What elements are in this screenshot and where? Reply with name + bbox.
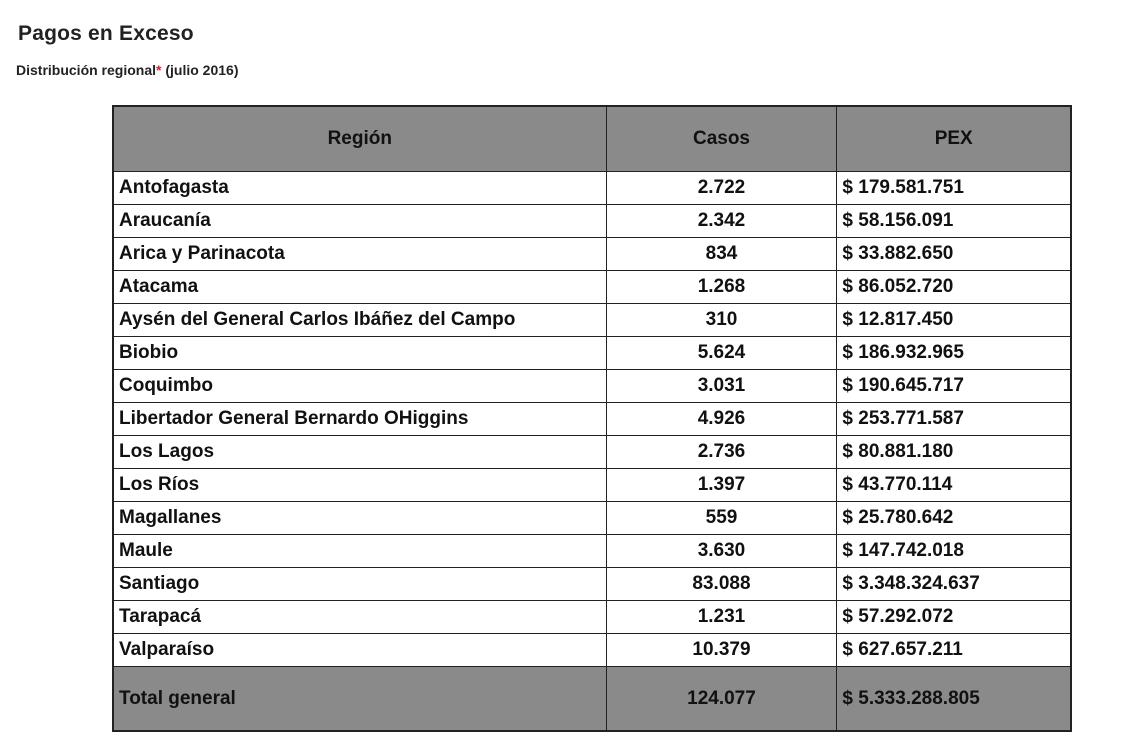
cell-pex: $ 33.882.650 xyxy=(837,238,1071,271)
total-pex: $ 5.333.288.805 xyxy=(837,667,1071,732)
cell-region: Araucanía xyxy=(113,205,606,238)
cell-region: Aysén del General Carlos Ibáñez del Campo xyxy=(113,304,606,337)
cell-region: Maule xyxy=(113,535,606,568)
cell-casos: 10.379 xyxy=(606,634,837,667)
table-body xyxy=(113,172,1071,667)
table-row xyxy=(113,172,1071,205)
cell-region: Atacama xyxy=(113,271,606,304)
table-row xyxy=(113,337,1071,370)
cell-region: Tarapacá xyxy=(113,601,606,634)
cell-casos: 2.722 xyxy=(606,172,837,205)
cell-casos: 5.624 xyxy=(606,337,837,370)
cell-casos: 310 xyxy=(606,304,837,337)
table-row xyxy=(113,304,1071,337)
table-row xyxy=(113,205,1071,238)
cell-casos: 559 xyxy=(606,502,837,535)
cell-casos: 3.031 xyxy=(606,370,837,403)
table-row xyxy=(113,271,1071,304)
cell-casos: 83.088 xyxy=(606,568,837,601)
table-row xyxy=(113,238,1071,271)
total-casos: 124.077 xyxy=(606,667,837,732)
column-header-pex: PEX xyxy=(837,106,1071,172)
table-header xyxy=(113,106,1071,172)
data-table xyxy=(112,105,1072,732)
cell-casos: 834 xyxy=(606,238,837,271)
cell-region: Santiago xyxy=(113,568,606,601)
table-row xyxy=(113,502,1071,535)
cell-pex: $ 58.156.091 xyxy=(837,205,1071,238)
cell-region: Antofagasta xyxy=(113,172,606,205)
cell-region: Los Lagos xyxy=(113,436,606,469)
cell-casos: 2.736 xyxy=(606,436,837,469)
cell-region: Biobio xyxy=(113,337,606,370)
subtitle-asterisk: * xyxy=(156,62,162,78)
cell-casos: 1.268 xyxy=(606,271,837,304)
cell-pex: $ 80.881.180 xyxy=(837,436,1071,469)
total-row xyxy=(113,667,1071,732)
cell-casos: 2.342 xyxy=(606,205,837,238)
cell-casos: 1.397 xyxy=(606,469,837,502)
cell-region: Magallanes xyxy=(113,502,606,535)
cell-pex: $ 86.052.720 xyxy=(837,271,1071,304)
cell-region: Valparaíso xyxy=(113,634,606,667)
table-row xyxy=(113,403,1071,436)
cell-pex: $ 627.657.211 xyxy=(837,634,1071,667)
subtitle-main: Distribución regional xyxy=(16,62,157,78)
total-label: Total general xyxy=(113,667,606,732)
cell-pex: $ 12.817.450 xyxy=(837,304,1071,337)
table-row xyxy=(113,634,1071,667)
cell-pex: $ 253.771.587 xyxy=(837,403,1071,436)
table-footer xyxy=(113,667,1071,732)
cell-pex: $ 190.645.717 xyxy=(837,370,1071,403)
cell-region: Libertador General Bernardo OHiggins xyxy=(113,403,606,436)
page-title: Pagos en Exceso xyxy=(18,22,194,45)
cell-pex: $ 57.292.072 xyxy=(837,601,1071,634)
table-row xyxy=(113,469,1071,502)
cell-casos: 3.630 xyxy=(606,535,837,568)
cell-pex: $ 43.770.114 xyxy=(837,469,1071,502)
cell-region: Arica y Parinacota xyxy=(113,238,606,271)
cell-region: Coquimbo xyxy=(113,370,606,403)
column-header-region: Región xyxy=(113,106,606,172)
table-row xyxy=(113,436,1071,469)
header-row xyxy=(113,106,1071,172)
table-row xyxy=(113,535,1071,568)
subtitle-period: (julio 2016) xyxy=(161,62,239,78)
cell-pex: $ 186.932.965 xyxy=(837,337,1071,370)
table-row xyxy=(113,370,1071,403)
table-row xyxy=(113,568,1071,601)
cell-pex: $ 3.348.324.637 xyxy=(837,568,1071,601)
column-header-casos: Casos xyxy=(606,106,837,172)
page-subtitle xyxy=(16,62,239,78)
cell-pex: $ 147.742.018 xyxy=(837,535,1071,568)
cell-pex: $ 25.780.642 xyxy=(837,502,1071,535)
cell-casos: 1.231 xyxy=(606,601,837,634)
table-row xyxy=(113,601,1071,634)
cell-region: Los Ríos xyxy=(113,469,606,502)
cell-pex: $ 179.581.751 xyxy=(837,172,1071,205)
cell-casos: 4.926 xyxy=(606,403,837,436)
